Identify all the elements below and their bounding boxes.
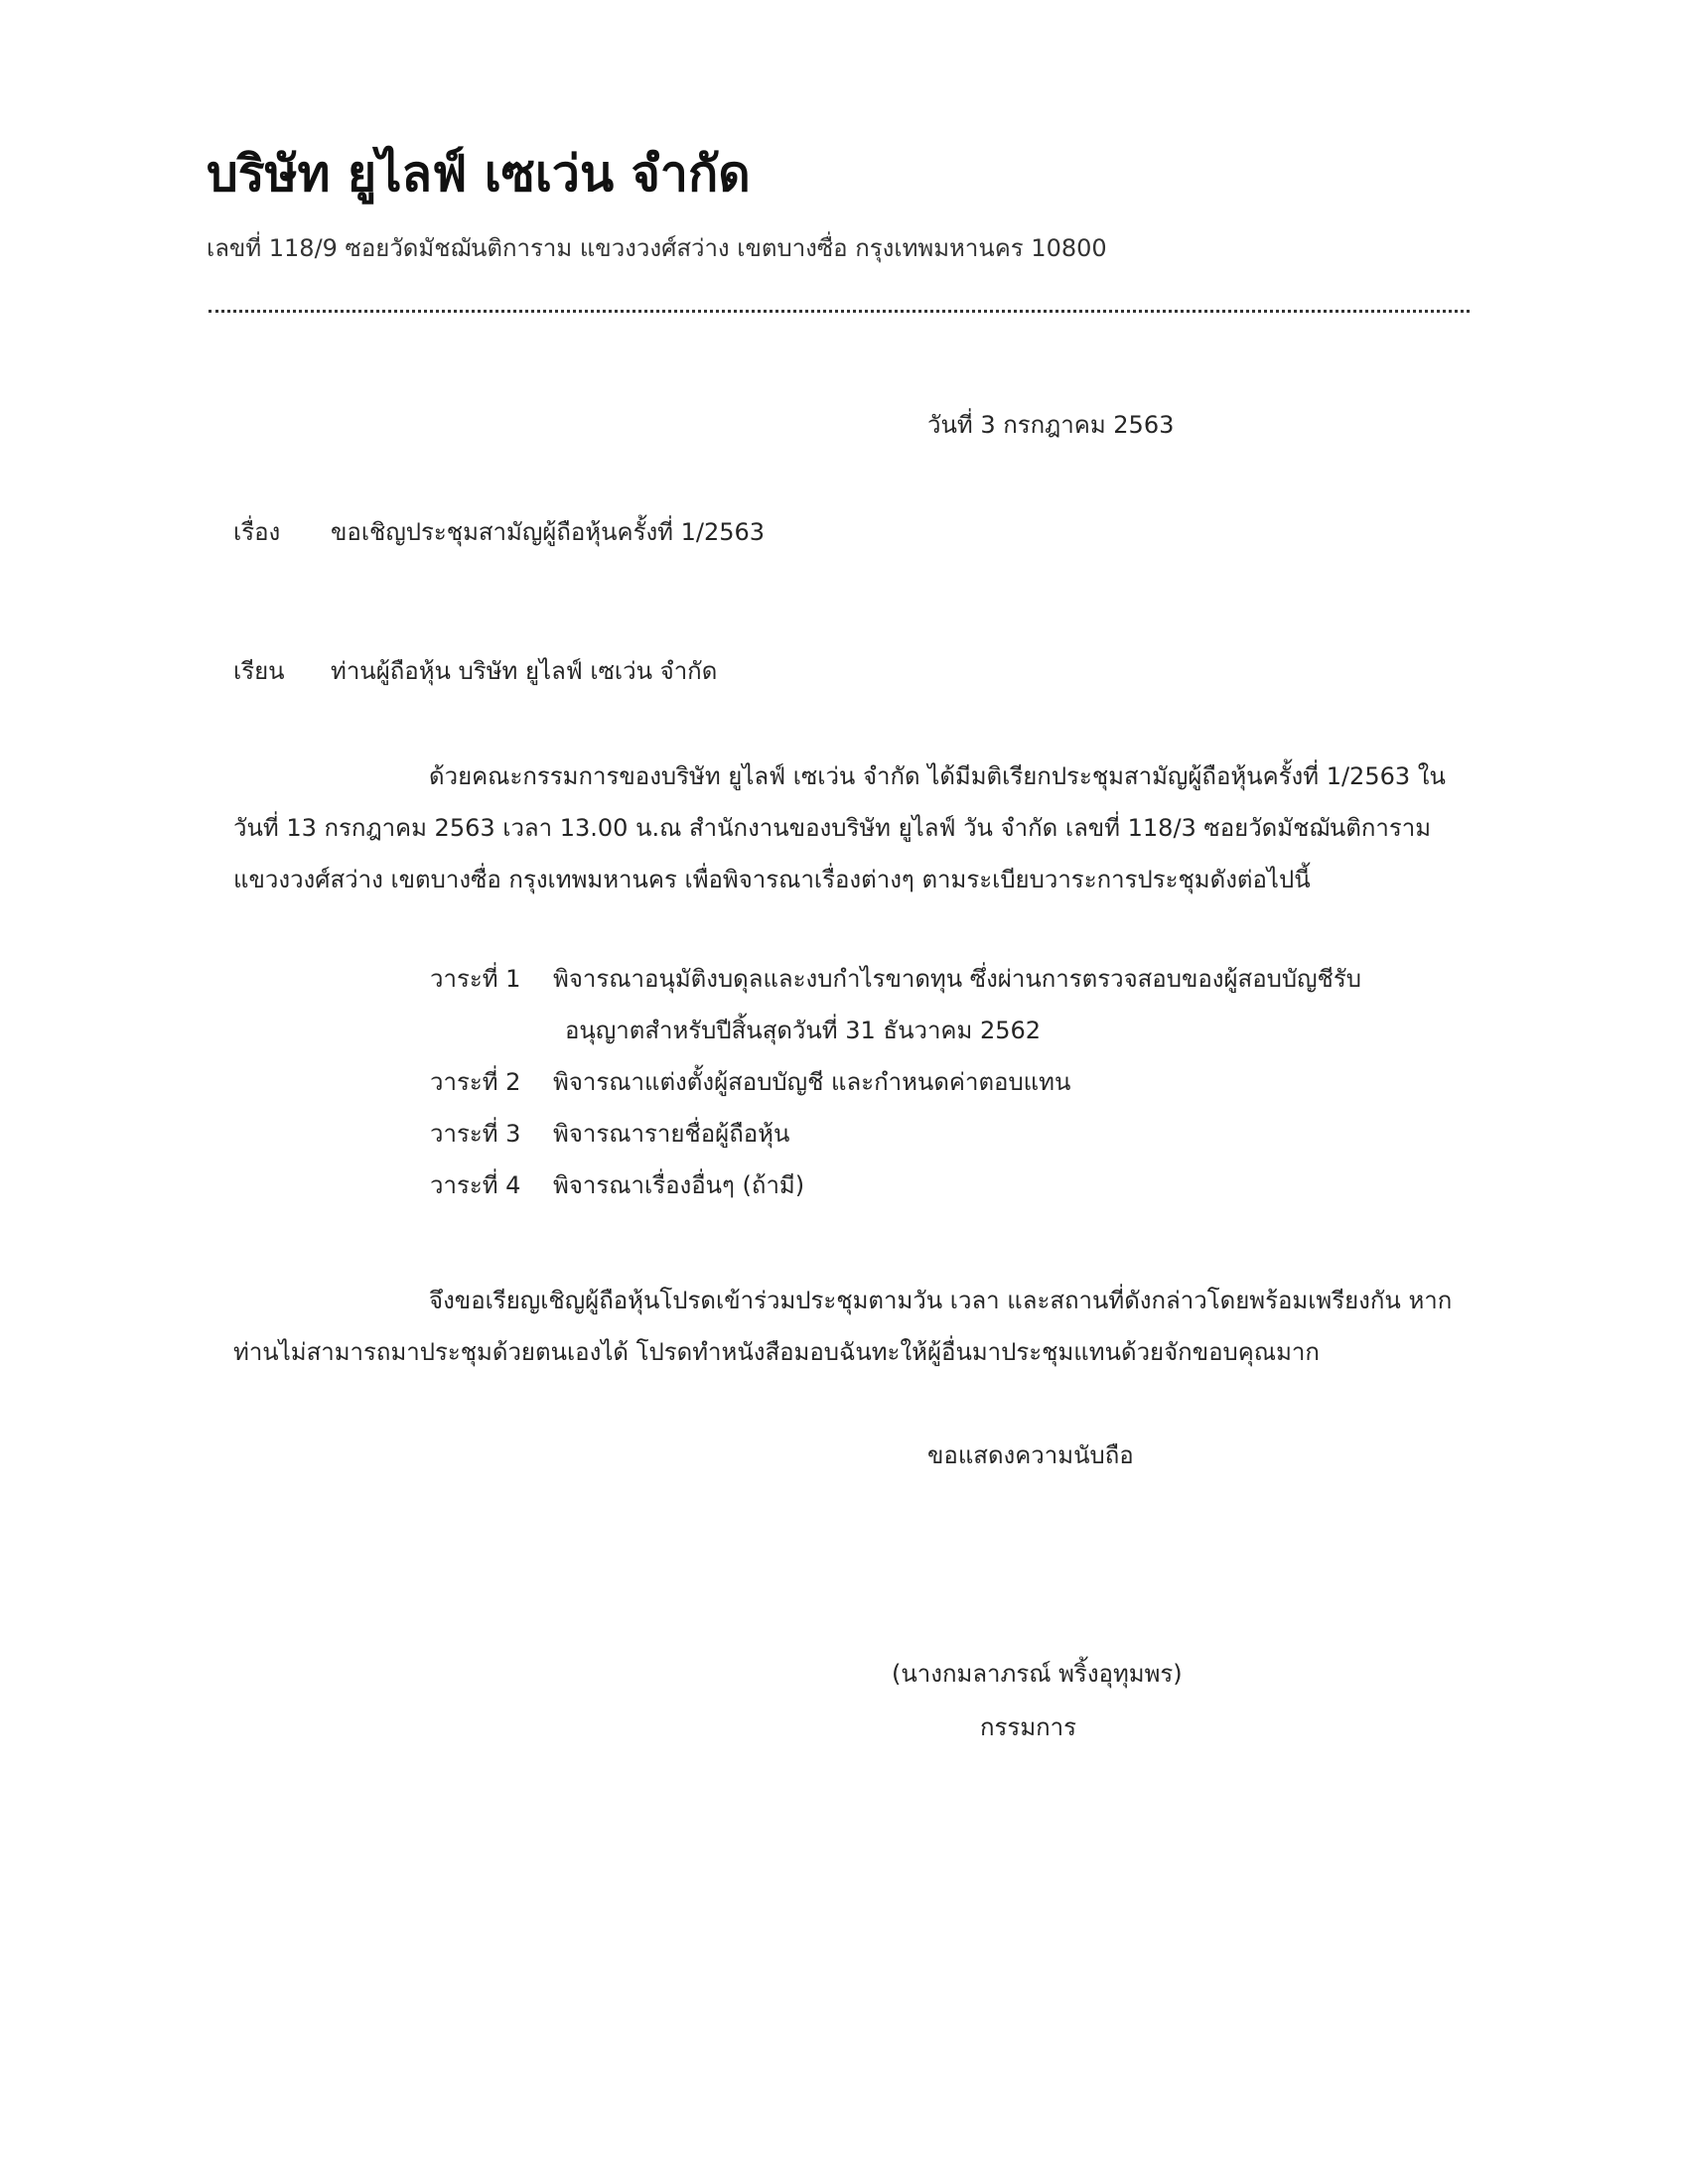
agenda-text: พิจารณารายชื่อผู้ถือหุ้น xyxy=(553,1120,790,1148)
salutation-value: ท่านผู้ถือหุ้น บริษัท ยูไลฟ์ เซเว่น จำกัด xyxy=(331,657,718,685)
subject-value: ขอเชิญประชุมสามัญผู้ถือหุ้นครั้งที่ 1/2563 xyxy=(331,518,766,546)
agenda-number: วาระที่ 1 xyxy=(430,965,521,993)
paragraph-line: วันที่ 13 กรกฎาคม 2563 เวลา 13.00 น.ณ สำนักงานของบริษัท ยูไลฟ์ วัน จำกัด เลขที่ 118/3 ซอยวัดมัชฌันติการาม xyxy=(233,814,1432,842)
agenda-number: วาระที่ 2 xyxy=(430,1068,521,1096)
signatory-title: กรรมการ xyxy=(980,1713,1077,1741)
paragraph-line: ท่านไม่สามารถมาประชุมด้วยตนเองได้ โปรดทำหนังสือมอบฉันทะให้ผู้อื่นมาประชุมแทนด้วยจักขอบคุณมาก xyxy=(233,1338,1320,1366)
agenda-text: พิจารณาแต่งตั้งผู้สอบบัญชี และกำหนดค่าตอบแทน xyxy=(553,1068,1071,1096)
closing: ขอแสดงความนับถือ xyxy=(927,1441,1134,1469)
paragraph-line: แขวงวงศ์สว่าง เขตบางซื่อ กรุงเทพมหานคร เพื่อพิจารณาเรื่องต่างๆ ตามระเบียบวาระการประชุมดังต่อไปนี้ xyxy=(233,866,1311,893)
agenda-text-continuation: อนุญาตสำหรับปีสิ้นสุดวันที่ 31 ธันวาคม 2562 xyxy=(565,1017,1042,1044)
agenda-text: พิจารณาอนุมัติงบดุลและงบกำไรขาดทุน ซึ่งผ่านการตรวจสอบของผู้สอบบัญชีรับ xyxy=(553,965,1361,993)
agenda-text: พิจารณาเรื่องอื่นๆ (ถ้ามี) xyxy=(553,1171,805,1199)
body-paragraph-2 xyxy=(233,1275,1479,1378)
salutation-label: เรียน xyxy=(233,657,285,685)
signatory-name: (นางกมลาภรณ์ พริ้งอุทุมพร) xyxy=(892,1660,1183,1688)
letter-date: วันที่ 3 กรกฎาคม 2563 xyxy=(927,411,1175,439)
letterhead-divider xyxy=(209,310,1470,313)
paragraph-line: ด้วยคณะกรรมการของบริษัท ยูไลฟ์ เซเว่น จำกัด ได้มีมติเรียกประชุมสามัญผู้ถือหุ้นครั้งที่ 1/2563 ใน xyxy=(429,762,1446,790)
paragraph-line: จึงขอเรียญเชิญผู้ถือหุ้นโปรดเข้าร่วมประชุมตามวัน เวลา และสถานที่ดังกล่าวโดยพร้อมเพรียงกัน หาก xyxy=(429,1287,1453,1314)
company-address: เลขที่ 118/9 ซอยวัดมัชฌันติการาม แขวงวงศ์สว่าง เขตบางซื่อ กรุงเทพมหานคร 10800 xyxy=(207,234,1107,262)
agenda-number: วาระที่ 3 xyxy=(430,1120,521,1148)
company-name: บริษัท ยูไลฟ์ เซเว่น จำกัด xyxy=(207,145,751,203)
subject-label: เรื่อง xyxy=(233,518,281,546)
agenda-number: วาระที่ 4 xyxy=(430,1171,521,1199)
body-paragraph-1 xyxy=(233,751,1479,905)
